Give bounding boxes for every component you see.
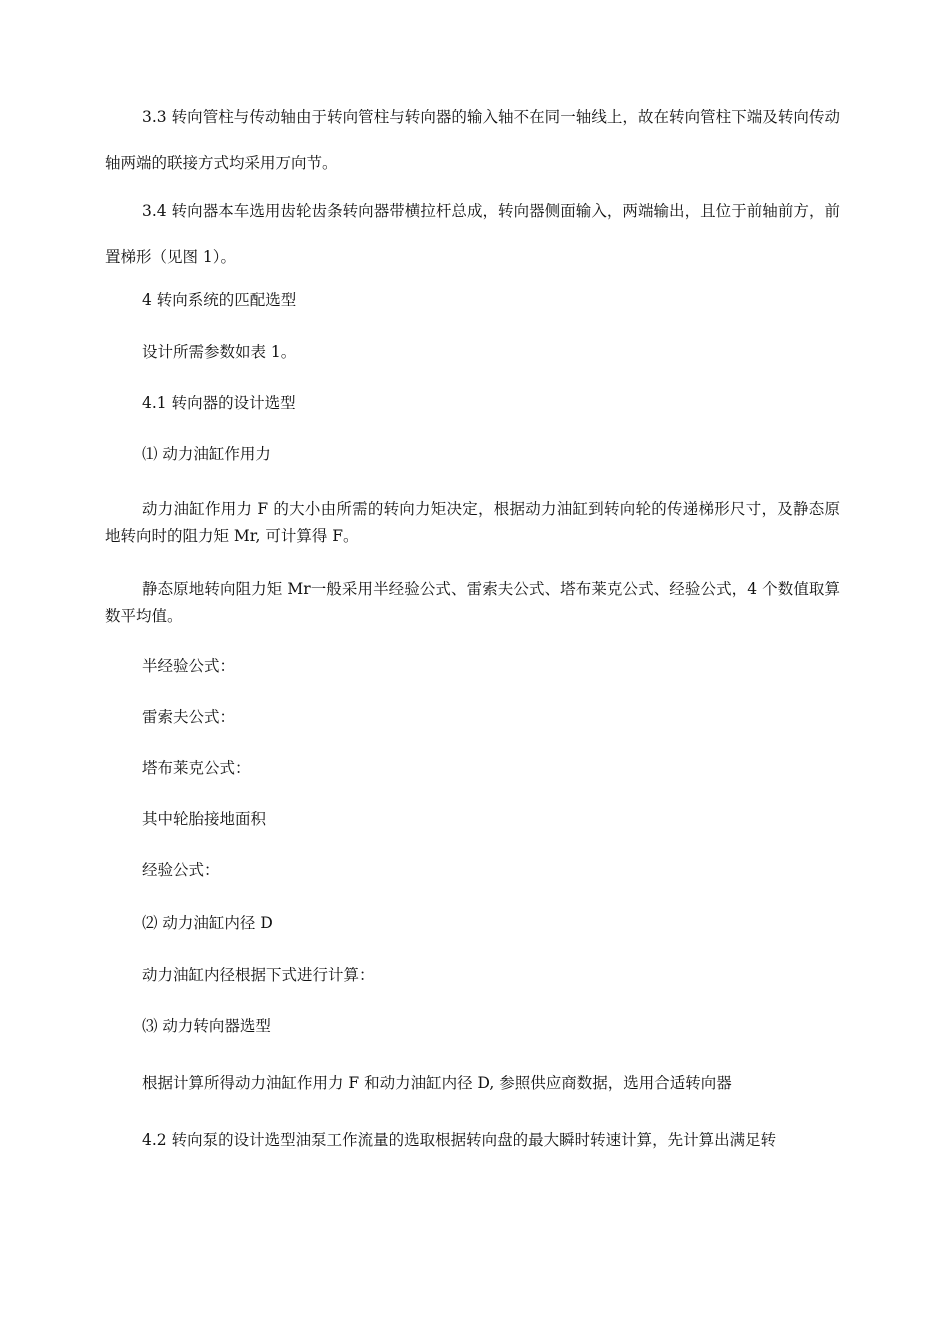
- paragraph-3-3-steering-column: 3.3 转向管柱与传动轴由于转向管柱与转向器的输入轴不在同一轴线上，故在转向管柱下端及转向传动轴两端的联接方式均采用万向节。: [105, 108, 840, 172]
- paragraph-cylinder-force-description: 动力油缸作用力 F 的大小由所需的转向力矩决定，根据动力油缸到转向轮的传递梯形尺寸，及静态原地转向时的阻力矩 Mr, 可计算得 F。: [105, 500, 840, 545]
- label-semi-empirical-formula: 半经验公式：: [142, 657, 236, 675]
- item-3-power-steering-gear-selection: ⑶ 动力转向器选型: [142, 1017, 271, 1035]
- heading-4-steering-system-matching: 4 转向系统的匹配选型: [142, 291, 297, 309]
- heading-4-1-steering-gear-selection: 4.1 转向器的设计选型: [142, 394, 296, 412]
- label-tablake-formula: 塔布莱克公式：: [142, 759, 251, 777]
- paragraph-static-resistance-torque: 静态原地转向阻力矩 Mr一般采用半经验公式、雷索夫公式、塔布莱克公式、经验公式，4 个数值取算数平均值。: [105, 580, 840, 625]
- paragraph-gear-selection-basis: 根据计算所得动力油缸作用力 F 和动力油缸内径 D, 参照供应商数据，选用合适转向器: [142, 1074, 732, 1092]
- label-lesov-formula: 雷索夫公式：: [142, 708, 236, 726]
- item-1-cylinder-force: ⑴ 动力油缸作用力: [142, 445, 271, 463]
- label-tire-contact-area: 其中轮胎接地面积: [142, 810, 267, 828]
- paragraph-3-4-steering-gear: 3.4 转向器本车选用齿轮齿条转向器带横拉杆总成，转向器侧面输入，两端输出，且位于前轴前方，前置梯形（见图 1）。: [105, 202, 840, 266]
- heading-4-2-steering-pump-selection: 4.2 转向泵的设计选型油泵工作流量的选取根据转向盘的最大瞬时转速计算，先计算出满足转: [142, 1131, 777, 1149]
- item-2-cylinder-bore: ⑵ 动力油缸内径 D: [142, 914, 273, 932]
- paragraph-cylinder-bore-calculation: 动力油缸内径根据下式进行计算：: [142, 966, 375, 984]
- paragraph-design-parameters: 设计所需参数如表 1。: [142, 343, 297, 361]
- label-empirical-formula: 经验公式：: [142, 861, 220, 879]
